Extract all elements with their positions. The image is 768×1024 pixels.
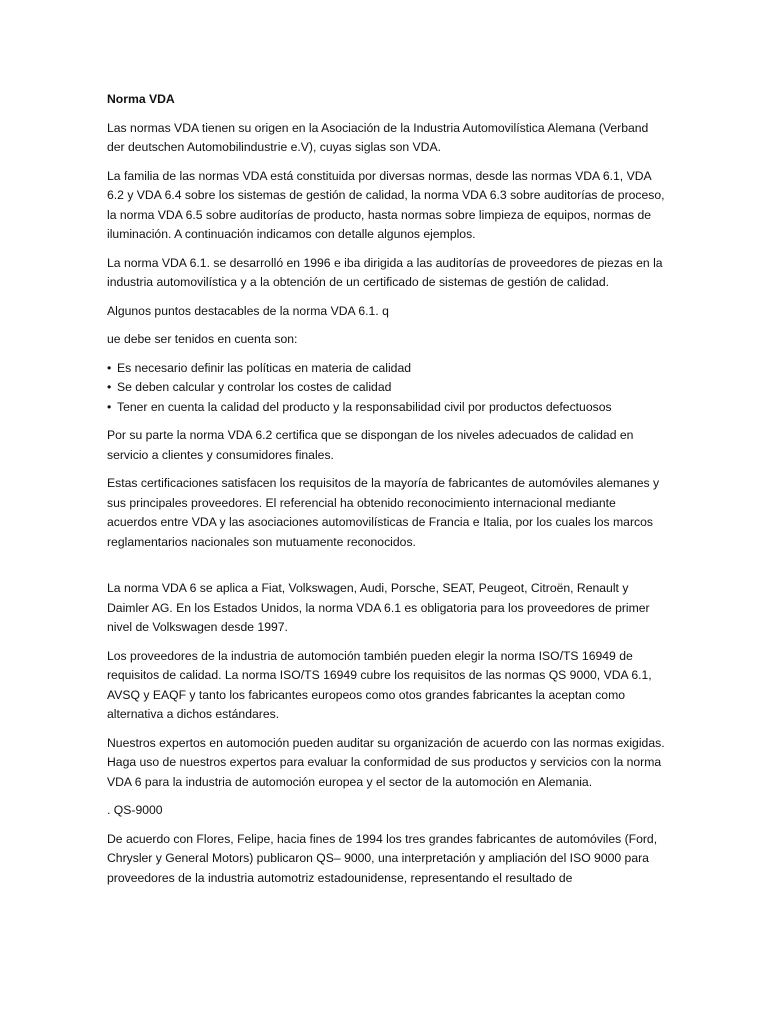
paragraph-key-points-continued: ue debe ser tenidos en cuenta son:: [107, 332, 298, 346]
bullet-item: [107, 378, 667, 398]
document-title: Norma VDA: [107, 92, 175, 106]
bullet-item: [107, 359, 667, 379]
paragraph-origin: Las normas VDA tienen su origen en la Asociación de la Industria Automovilística Alemana (Verband der deutschen Automobilindustrie e.V), cuyas siglas son VDA.: [107, 120, 649, 154]
bullet-text: Se deben calcular y controlar los costes de calidad: [117, 380, 392, 394]
bullet-marker: •: [107, 380, 112, 394]
bullet-marker: •: [107, 399, 112, 414]
bullet-text: Es necesario definir las políticas en materia de calidad: [117, 360, 412, 375]
section-heading-qs-9000: . QS-9000: [107, 803, 163, 817]
bullet-text: Tener en cuenta la calidad del producto y la responsabilidad civil por productos defectuosos: [117, 399, 612, 414]
bullet-list: [107, 359, 667, 418]
paragraph-iso-ts: Los proveedores de la industria de automoción también pueden elegir la norma ISO/TS 16949 de requisitos de calidad. La norma ISO/TS 16949 cubre los requisitos de las normas QS 9000, VDA 6.1, AVSQ y EAQF y tanto los fabricantes europeos como otos grandes fabricantes la aceptan como alternativa a dichos estándares.: [107, 648, 652, 721]
paragraph-experts: Nuestros expertos en automoción pueden auditar su organización de acuerdo con las normas exigidas. Haga uso de nuestros expertos para evaluar la conformidad de sus productos y servicios con la norma VDA 6 para la industria de automoción europea y el sector de la automoción en Alemania.: [107, 735, 665, 789]
paragraph-family: La familia de las normas VDA está constituida por diversas normas, desde las normas VDA 6.1, VDA 6.2 y VDA 6.4 sobre los sistemas de gestión de calidad, la norma VDA 6.3 sobre auditorías de proceso, la norma VDA 6.5 sobre auditorías de producto, hasta normas sobre limpieza de equipos, normas de iluminación. A continuación indicamos con detalle algunos ejemplos.: [107, 168, 665, 241]
paragraph-key-points: Algunos puntos destacables de la norma VDA 6.1. q: [107, 303, 389, 318]
bullet-item: [107, 398, 667, 418]
paragraph-vda-6-1: La norma VDA 6.1. se desarrolló en 1996 e iba dirigida a las auditorías de proveedores de piezas en la industria automovilística y a la obtención de un certificado de sistemas de gestión de calidad.: [107, 255, 663, 289]
blank-line: [107, 561, 667, 579]
paragraph-vda-6-2: Por su parte la norma VDA 6.2 certifica que se dispongan de los niveles adecuados de calidad en servicio a clientes y consumidores finales.: [107, 428, 634, 462]
bullet-marker: •: [107, 360, 112, 375]
document-body: [107, 90, 667, 897]
paragraph-certifications: Estas certificaciones satisfacen los requisitos de la mayoría de fabricantes de automóviles alemanes y sus principales proveedores. El referencial ha obtenido reconocimiento internacional mediante acuerdos entre VDA y las asociaciones automovilísticas de Francia e Italia, por los cuales los marcos reglamentarios nacionales son mutuamente reconocidos.: [107, 476, 660, 549]
paragraph-vda-6-applies: La norma VDA 6 se aplica a Fiat, Volkswagen, Audi, Porsche, SEAT, Peugeot, Citroën, Renault y Daimler AG. En los Estados Unidos, la norma VDA 6.1 es obligatoria para los proveedores de primer nivel de Volkswagen desde 1997.: [107, 581, 650, 634]
paragraph-qs-9000: De acuerdo con Flores, Felipe, hacia fines de 1994 los tres grandes fabricantes de automóviles (Ford, Chrysler y General Motors) publicaron QS– 9000, una interpretación y ampliación del ISO 9000 para proveedores de la industria automotriz estadounidense, representando el resultado de: [107, 831, 658, 885]
